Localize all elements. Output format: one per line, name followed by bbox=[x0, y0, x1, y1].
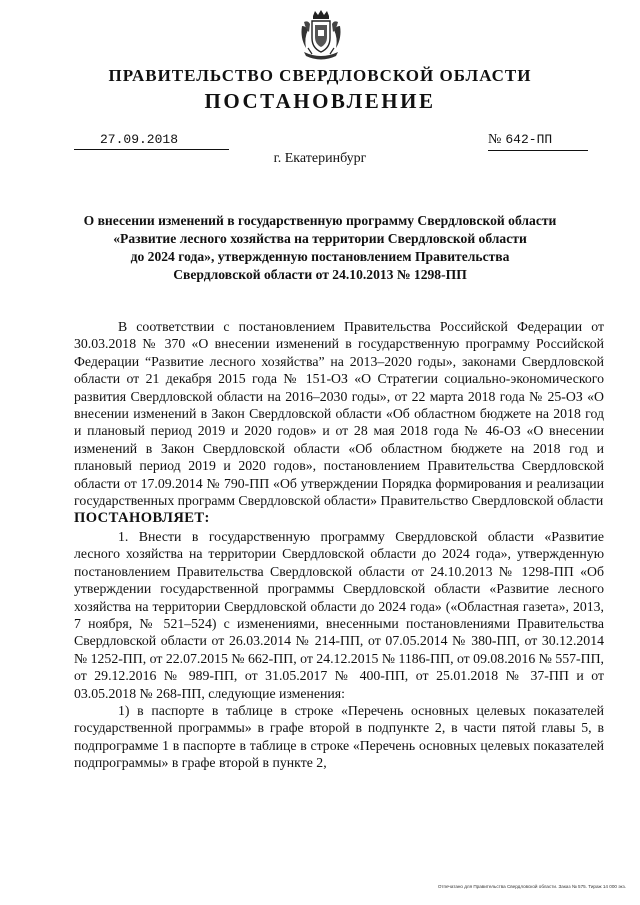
preamble-paragraph: В соответствии с постановлением Правительства Российской Федерации от 30.03.2018 № 370 «О внесении изменений в государственную программу Российской Федерации “Развитие лесного хозяйства” на 2013–2020 годы», законами Свердловской области от 21 декабря 2015 года № 151-ОЗ «О Стратегии социально-экономического развития Свердловской области на 2016–2030 годы», от 22 марта 2018 года № 25-ОЗ «О внесении изменений в Закон Свердловской области «Об областном бюджете на 2018 год и плановый период 2019 и 2020 годов» и от 28 мая 2018 года № 46-ОЗ «О внесении изменений в Закон Свердловской области «Об областном бюджете на 2018 год и плановый период 2019 и 2020 годов», постановлением Правительства Свердловской области от 17.09.2014 № 790-ПП «Об утверждении Порядка формирования и реализации государственных программ Свердловской области» Правительство Свердловской области bbox=[74, 319, 604, 509]
city-name: г. Екатеринбург bbox=[273, 151, 367, 166]
government-title: ПРАВИТЕЛЬСТВО СВЕРДЛОВСКОЙ ОБЛАСТИ bbox=[108, 66, 532, 85]
coat-of-arms-icon bbox=[298, 8, 344, 62]
document-body bbox=[74, 318, 604, 772]
document-number bbox=[488, 133, 588, 151]
resolve-word: ПОСТАНОВЛЯЕТ: bbox=[74, 510, 210, 527]
heading-line: Свердловской области от 24.10.2013 № 1298-ПП bbox=[173, 267, 467, 282]
print-footer: Отпечатано для Правительства Свердловской области. Заказ № 575. Тираж 14 000 экз. bbox=[437, 884, 626, 889]
clause-1: 1. Внести в государственную программу Свердловской области «Развитие лесного хозяйства на территории Свердловской области до 2024 года», утвержденную постановлением Правительства Свердловской области от 24.10.2013 № 1298-ПП «Об утверждении государственной программы Свердловской области «Развитие лесного хозяйства на территории Свердловской области до 2024 года» («Областная газета», 2013, 7 ноября, № 521–524) с изменениями, внесенными постановлениями Правительства Свердловской области от 26.03.2014 № 214-ПП, от 07.05.2014 № 380-ПП, от 30.12.2014 № 1252-ПП, от 22.07.2015 № 662-ПП, от 24.12.2015 № 1186-ПП, от 09.08.2016 № 557-ПП, от 29.12.2016 № 989-ПП, от 31.05.2017 № 400-ПП, от 25.01.2018 № 37-ПП и от 03.05.2018 № 268-ПП, следующие изменения: bbox=[74, 528, 604, 701]
heading-line: О внесении изменений в государственную программу Свердловской области bbox=[83, 213, 557, 228]
heading-line: «Развитие лесного хозяйства на территории Свердловской области bbox=[113, 231, 527, 246]
heading-line: до 2024 года», утвержденную постановлением Правительства bbox=[130, 249, 510, 264]
document-heading bbox=[60, 212, 580, 284]
document-type: ПОСТАНОВЛЕНИЕ bbox=[204, 89, 436, 113]
document-date: 27.09.2018 bbox=[74, 133, 229, 150]
number-sign: № bbox=[488, 132, 502, 147]
number-value: 642-ПП bbox=[505, 132, 553, 147]
clause-1-subitem-1: 1) в паспорте в таблице в строке «Перечень основных целевых показателей государственной программы» в графе второй в подпункте 2, в части пятой главы 5, в подпрограмме 1 в паспорте в таблице в строке «Перечень основных целевых показателей подпрограммы» в графе второй в пункте 2, bbox=[74, 702, 604, 771]
